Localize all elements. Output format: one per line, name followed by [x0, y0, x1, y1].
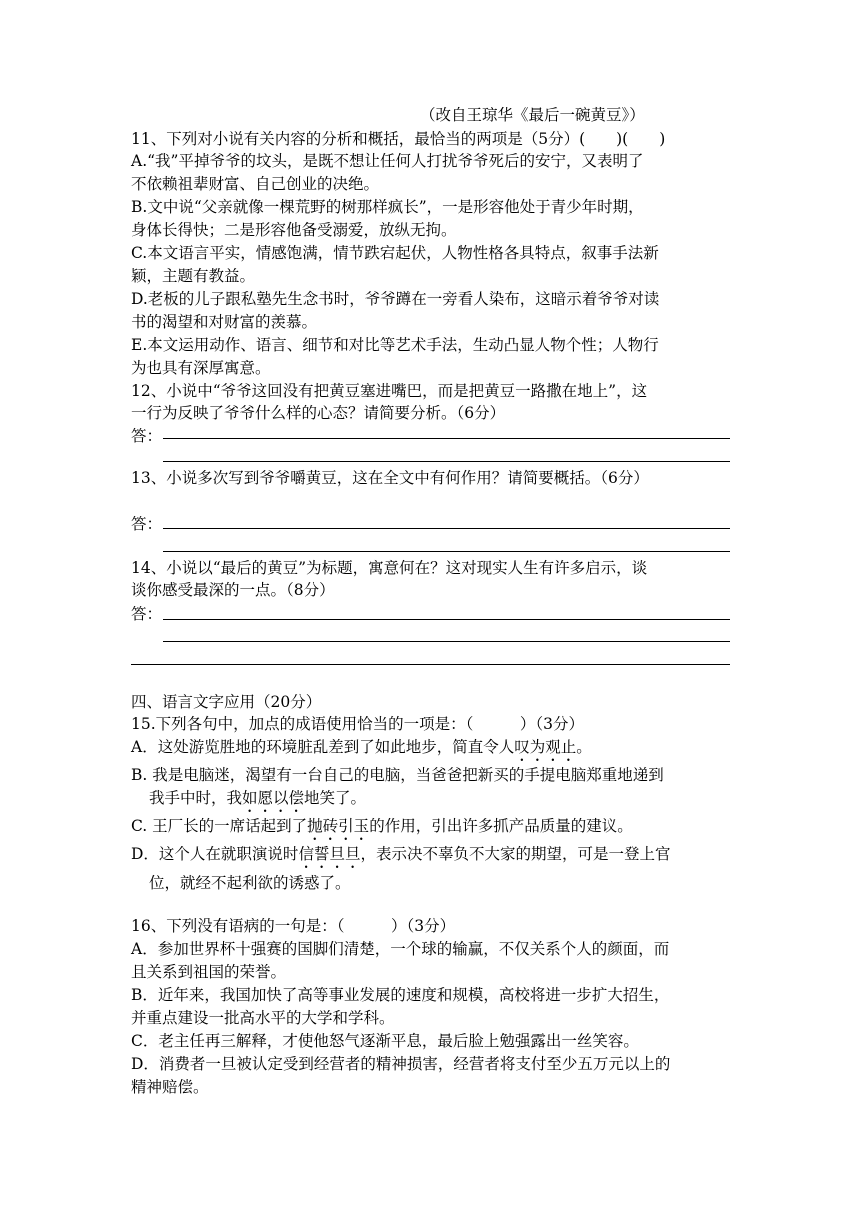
q16-option-d-cont: 精神赔偿。 [131, 1078, 209, 1096]
q12-stem: 12、小说中“爷爷这回没有把黄豆塞进嘴巴，而是把黄豆一路撒在地上”，这 [131, 382, 648, 400]
q12-answer-label: 答： [131, 427, 163, 445]
q16-option-b-cont: 并重点建设一批高水平的大学和学科。 [131, 1009, 395, 1027]
q14-answer-label: 答： [131, 605, 163, 623]
q16-option-a: A．参加世界杯十强赛的国脚们清楚，一个球的输赢，不仅关系个人的颜面，而 [131, 940, 670, 958]
q11-option-e: E.本文运用动作、语言、细节和对比等艺术手法，生动凸显人物个性；人物行 [131, 336, 659, 354]
q11-option-b: B.文中说“父亲就像一棵荒野的树那样疯长”，一是形容他处于青少年时期， [131, 198, 644, 216]
q15-b-idiom: 如愿以偿 [242, 789, 305, 807]
q13-answer-line-1[interactable] [163, 528, 730, 529]
q11-option-c-cont: 颖，主题有教益。 [131, 267, 256, 285]
q11-option-d-cont: 书的渴望和对财富的羡慕。 [131, 313, 318, 331]
q16-option-b: B．近年来，我国加快了高等事业发展的速度和规模，高校将进一步扩大招生， [131, 986, 670, 1004]
q11-option-b-cont: 身体长得快；二是形容他备受溺爱，放纵无拘。 [131, 221, 457, 239]
q15-option-d-cont: 位，就经不起利欲的诱惑了。 [149, 874, 351, 892]
q16-option-c: C．老主任再三解释，才使他怒气逐渐平息，最后脸上勉强露出一丝笑容。 [131, 1032, 639, 1050]
source-citation: （改自王琼华《最后一碗黄豆》） [420, 106, 645, 124]
q13-answer-label: 答： [131, 515, 163, 533]
q14-stem-cont: 谈你感受最深的一点。（8分） [131, 581, 335, 599]
q15-a-idiom: 叹为观止 [514, 738, 577, 756]
q16-option-a-cont: 且关系到祖国的荣誉。 [131, 963, 287, 981]
q12-answer-line-2[interactable] [163, 461, 730, 462]
q13-stem: 13、小说多次写到爷爷嚼黄豆，这在全文中有何作用？请简要概括。（6分） [131, 469, 649, 487]
q11-stem: 11、下列对小说有关内容的分析和概括，最恰当的两项是（5分）( )( ) [131, 130, 666, 148]
q15-c-idiom: 抛砖引玉 [307, 817, 370, 835]
q15-option-b-cont: 我手中时，我如愿以偿地笑了。 [149, 789, 367, 807]
q14-answer-line-3[interactable] [131, 664, 730, 665]
q13-answer-line-2[interactable] [163, 551, 730, 552]
q11-option-a: A.“我”平掉爷爷的坟头，是既不想让任何人打扰爷爷死后的安宁，又表明了 [131, 152, 644, 170]
q15-option-a: A．这处游览胜地的环境脏乱差到了如此地步，简直令人叹为观止。 [131, 738, 592, 756]
q15-option-b: B. 我是电脑迷，渴望有一台自己的电脑，当爸爸把新买的手提电脑郑重地递到 [131, 766, 664, 784]
q12-stem-cont: 一行为反映了爷爷什么样的心态？请简要分析。（6分） [131, 404, 506, 422]
q11-option-c: C.本文语言平实，情感饱满，情节跌宕起伏，人物性格各具特点，叙事手法新 [131, 244, 659, 262]
section-4-heading: 四、语言文字应用（20分） [131, 693, 322, 711]
q12-answer-line-1[interactable] [163, 438, 730, 439]
q11-option-e-cont: 为也具有深厚寓意。 [131, 359, 271, 377]
q11-option-d: D.老板的儿子跟私塾先生念书时，爷爷蹲在一旁看人染布，这暗示着爷爷对读 [131, 290, 660, 308]
q15-d-idiom: 信誓旦旦 [298, 845, 361, 863]
q11-option-a-cont: 不依赖祖辈财富、自己创业的决绝。 [131, 175, 380, 193]
q14-stem: 14、小说以“最后的黄豆”为标题，寓意何在？这对现实人生有许多启示，谈 [131, 559, 648, 577]
q15-option-c: C. 王厂长的一席话起到了抛砖引玉的作用，引出许多抓产品质量的建议。 [131, 817, 633, 835]
q16-option-d: D．消费者一旦被认定受到经营者的精神损害，经营者将支付至少五万元以上的 [131, 1055, 671, 1073]
q15-option-d: D．这个人在就职演说时信誓旦旦，表示决不辜负不大家的期望，可是一登上官 [131, 845, 671, 863]
q15-stem: 15.下列各句中，加点的成语使用恰当的一项是：（ ）（3分） [131, 715, 585, 733]
q14-answer-line-1[interactable] [163, 619, 730, 620]
q14-answer-line-2[interactable] [163, 641, 730, 642]
q16-stem: 16、下列没有语病的一句是：（ ）（3分） [131, 917, 456, 935]
